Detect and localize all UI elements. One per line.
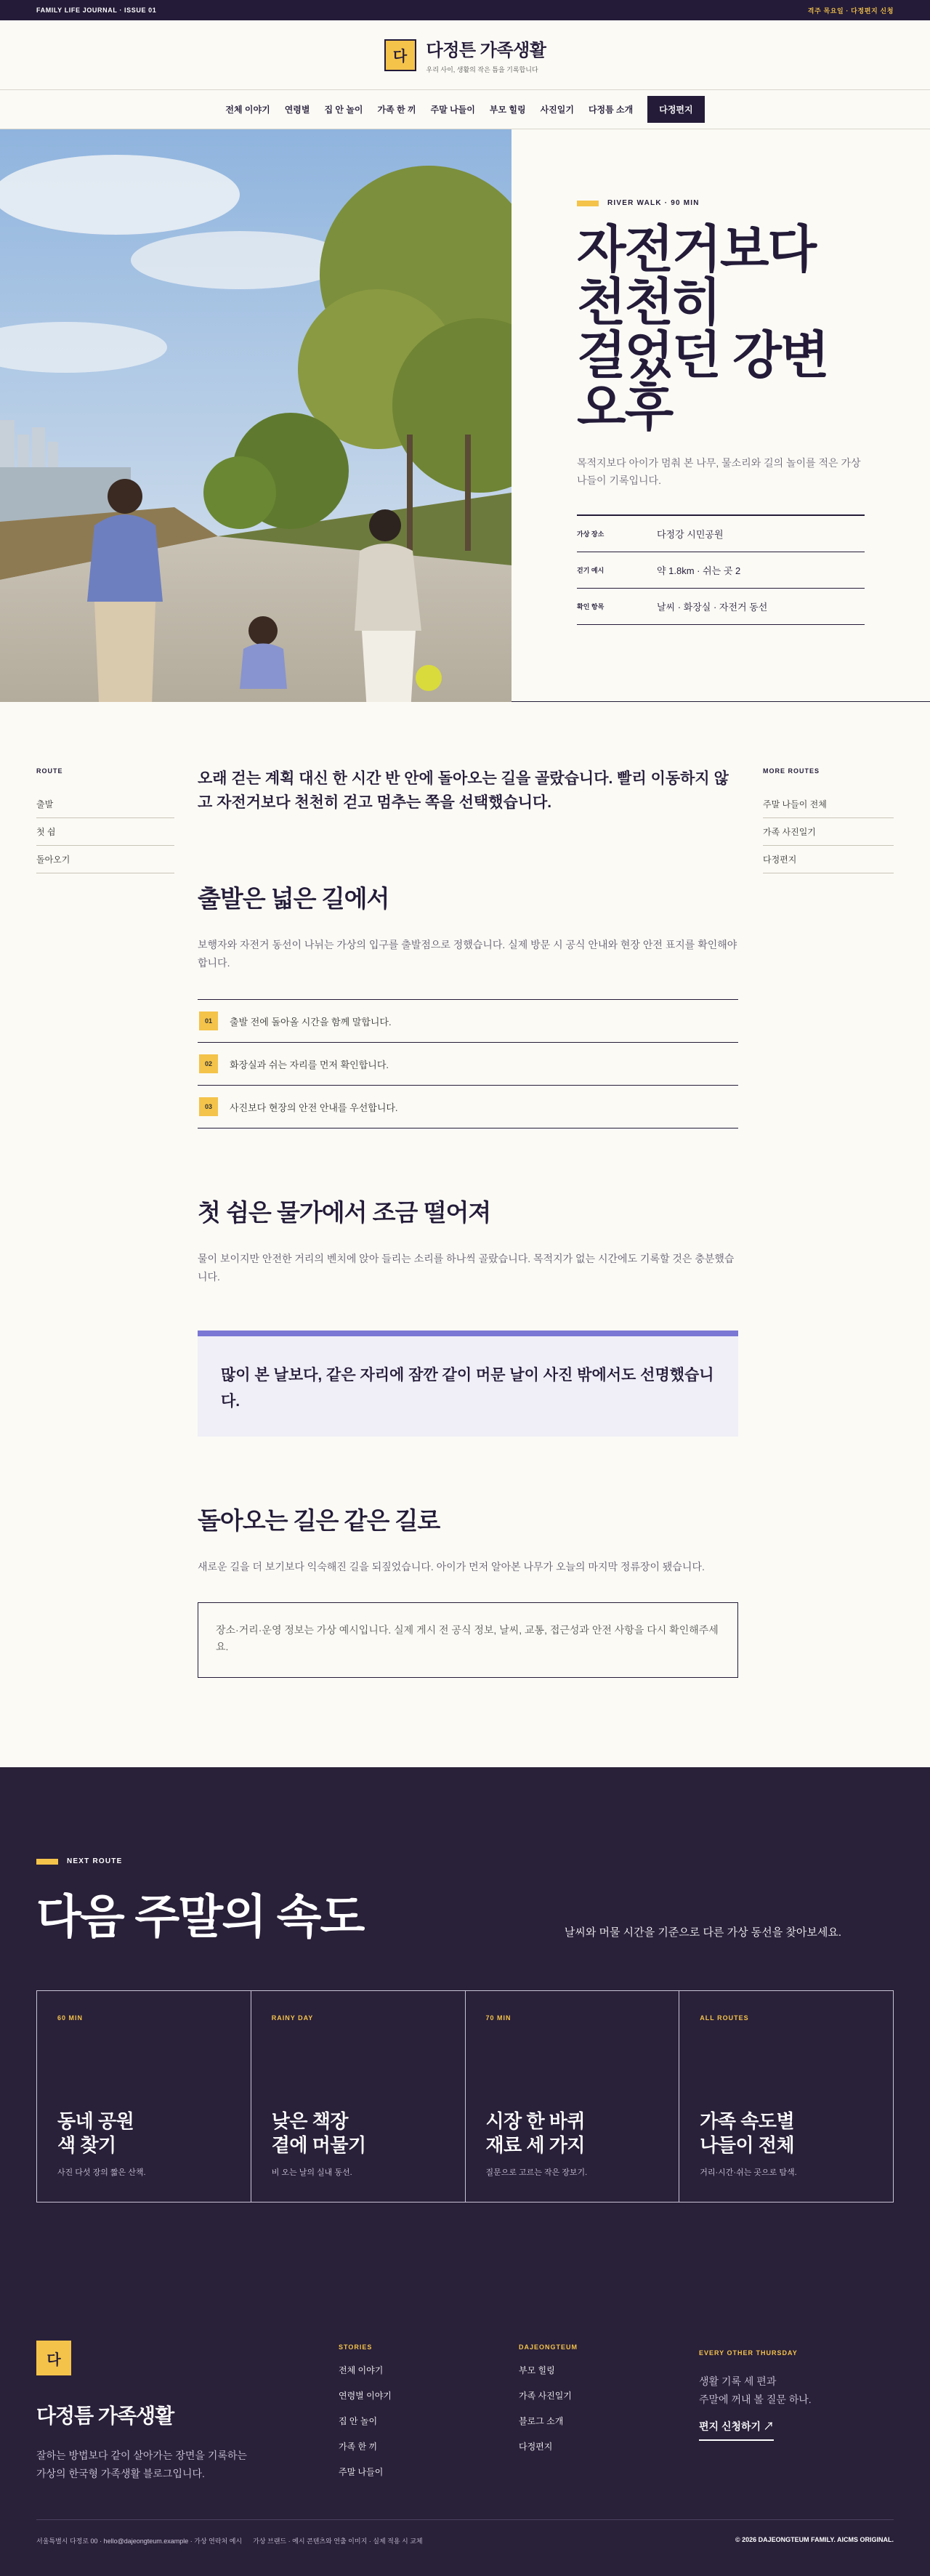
top-bar: [0, 0, 930, 20]
meta-row: 가상 장소 다정강 시민공원: [577, 516, 865, 552]
footer-logo[interactable]: 다: [36, 2341, 71, 2375]
next-title: 다음 주말의 속도: [36, 1891, 364, 1943]
hero-title: 자전거보다 천천히 걸었던 강변 오후: [577, 221, 828, 437]
brand-header: [0, 20, 930, 90]
route-sidebar-title: ROUTE: [36, 767, 63, 775]
nav-item-by-age[interactable]: 연령별: [284, 105, 310, 115]
hero: [0, 129, 930, 702]
more-routes-sidebar: [763, 767, 894, 1767]
brand-logo[interactable]: 다: [384, 39, 416, 71]
hero-photo: [0, 129, 512, 702]
meta-row: 걷기 예시 약 1.8km · 쉬는 곳 2: [577, 552, 865, 589]
main-nav: [0, 90, 930, 129]
footer-stories-column: STORIES 전체 이야기 연령별 이야기 집 안 놀이 가족 한 끼 주말 나들이: [339, 2341, 519, 2482]
article-lead: 오래 걷는 계획 대신 한 시간 반 안에 돌아오는 길을 골랐습니다. 빨리 이동하지 않고 자전거보다 천천히 걷고 멈추는 쪽을 선택했습니다.: [198, 770, 729, 811]
footer-link[interactable]: 블로그 소개: [519, 2416, 564, 2426]
nav-item-about[interactable]: 다정틈 소개: [588, 105, 634, 115]
brand-tagline: 우리 사이, 생활의 작은 틈을 기록합니다: [426, 66, 538, 73]
newsletter-top-link[interactable]: 격주 목요일 · 다정편지 신청: [807, 7, 894, 15]
footer-link[interactable]: 가족 사진일기: [519, 2391, 572, 2401]
section-text-return: 새로운 길을 더 보기보다 익숙해진 길을 되짚었습니다. 아이가 먼저 알아본 나무가 오늘의 마지막 정류장이 됐습니다.: [198, 1561, 705, 1573]
footer-link[interactable]: 집 안 놀이: [339, 2416, 378, 2426]
route-card[interactable]: RAINY DAY 낮은 책장 곁에 머물기 비 오는 날의 실내 동선.: [251, 1991, 466, 2202]
next-subtitle: 날씨와 머물 시간을 기준으로 다른 가상 동선을 찾아보세요.: [564, 1926, 841, 1939]
checklist-item: 03 사진보다 현장의 안전 안내를 우선합니다.: [198, 1086, 738, 1128]
copyright: © 2026 DAJEONGTEUM FAMILY. AICMS ORIGINAL.: [735, 2536, 894, 2543]
meta-row: 확인 항목 날씨 · 화장실 · 자전거 동선: [577, 589, 865, 625]
more-link-newsletter[interactable]: 다정편지: [763, 846, 894, 873]
footer-contact: 서울특별시 다정로 00 · hello@dajeongteum.example · 가상 연락처 예시: [36, 2537, 243, 2545]
nav-item-home-play[interactable]: 집 안 놀이: [324, 105, 363, 115]
checklist-item: 02 화장실과 쉬는 자리를 먼저 확인합니다.: [198, 1043, 738, 1086]
site-footer: [36, 2341, 894, 2482]
checklist: [198, 999, 738, 1128]
route-card[interactable]: 60 MIN 동네 공원 색 찾기 사진 다섯 장의 짧은 산책.: [37, 1991, 251, 2202]
section-heading-return: 돌아오는 길은 같은 길로: [198, 1507, 440, 1535]
nav-item-all-stories[interactable]: 전체 이야기: [225, 105, 270, 115]
footer-link[interactable]: 가족 한 끼: [339, 2442, 378, 2452]
section-text-start: 보행자와 자전거 동선이 나뉘는 가상의 입구를 출발점으로 정했습니다. 실제 방문 시 공식 안내와 현장 안전 표지를 확인해야 합니다.: [198, 939, 737, 969]
nav-item-parent-healing[interactable]: 부모 힐링: [489, 105, 526, 115]
next-route-section: [0, 1767, 930, 2576]
hero-description: 목적지보다 아이가 멈춰 본 나무, 물소리와 길의 놀이를 적은 가상 나들이 기록입니다.: [577, 457, 861, 486]
footer-link[interactable]: 부모 힐링: [519, 2365, 555, 2375]
route-link-start[interactable]: 출발: [36, 791, 174, 818]
footer-brand-column: DAJEONGTEUM 부모 힐링 가족 사진일기 블로그 소개 다정편지: [519, 2341, 699, 2482]
hero-meta-table: [577, 514, 865, 625]
route-sidebar: [36, 767, 174, 1767]
footer-link[interactable]: 다정편지: [519, 2442, 553, 2452]
article-body: [0, 702, 930, 1767]
route-card[interactable]: ALL ROUTES 가족 속도별 나들이 전체 거리·시간·쉬는 곳으로 탐색.: [700, 2014, 797, 2177]
hero-kicker: RIVER WALK · 90 MIN: [577, 199, 865, 207]
route-link-return[interactable]: 돌아오기: [36, 846, 174, 873]
disclaimer-note: 장소·거리·운영 정보는 가상 예시입니다. 실제 게시 전 공식 정보, 날씨, 교통, 접근성과 안전 사항을 다시 확인해주세요.: [198, 1602, 738, 1678]
section-heading-start: 출발은 넓은 길에서: [198, 885, 389, 913]
footer-notice: 가상 브랜드 · 예시 콘텐츠와 연출 이미지 · 실제 적용 시 교체: [253, 2537, 423, 2545]
footer-bottom-bar: [36, 2519, 894, 2545]
nav-item-family-meal[interactable]: 가족 한 끼: [377, 105, 416, 115]
nav-item-photo-diary[interactable]: 사진일기: [540, 105, 574, 115]
pull-quote: 많이 본 날보다, 같은 자리에 잠깐 같이 머문 날이 사진 밖에서도 선명했습니다.: [198, 1331, 738, 1437]
checklist-item: 01 출발 전에 돌아올 시간을 함께 말합니다.: [198, 1000, 738, 1043]
section-text-rest: 물이 보이지만 안전한 거리의 벤치에 앉아 들리는 소리를 하나씩 골랐습니다. 목적지가 없는 시간에도 기록할 것은 충분했습니다.: [198, 1253, 735, 1283]
more-routes-title: MORE ROUTES: [763, 767, 820, 775]
footer-newsletter-column: EVERY OTHER THURSDAY 생활 기록 세 편과 주말에 꺼내 볼 질문 하나. 편지 신청하기 ↗: [699, 2341, 879, 2482]
newsletter-button[interactable]: 다정편지: [647, 96, 704, 123]
route-link-rest[interactable]: 첫 쉼: [36, 818, 174, 846]
brand-name[interactable]: 다정튼 가족생활: [426, 41, 546, 60]
footer-description: 잘하는 방법보다 같이 살아가는 장면을 기록하는 가상의 한국형 가족생활 블로그입니다.: [36, 2450, 247, 2479]
footer-link[interactable]: 연령별 이야기: [339, 2391, 392, 2401]
footer-link[interactable]: 전체 이야기: [339, 2365, 384, 2375]
footer-brand-name: 다정틈 가족생활: [36, 2405, 174, 2427]
nav-item-weekend-outing[interactable]: 주말 나들이: [430, 105, 475, 115]
issue-label: FAMILY LIFE JOURNAL · ISSUE 01: [36, 7, 157, 14]
section-heading-rest: 첫 쉼은 물가에서 조금 떨어져: [198, 1199, 491, 1227]
route-cards: [36, 1990, 894, 2202]
next-kicker: NEXT ROUTE: [36, 1857, 894, 1865]
more-link-photo-diary[interactable]: 가족 사진일기: [763, 818, 894, 846]
more-link-weekend[interactable]: 주말 나들이 전체: [763, 791, 894, 818]
newsletter-signup-link[interactable]: 편지 신청하기 ↗: [699, 2419, 774, 2441]
route-card[interactable]: 70 MIN 시장 한 바퀴 재료 세 가지 질문으로 고르는 작은 장보기.: [466, 1991, 680, 2202]
footer-link[interactable]: 주말 나들이: [339, 2467, 384, 2477]
